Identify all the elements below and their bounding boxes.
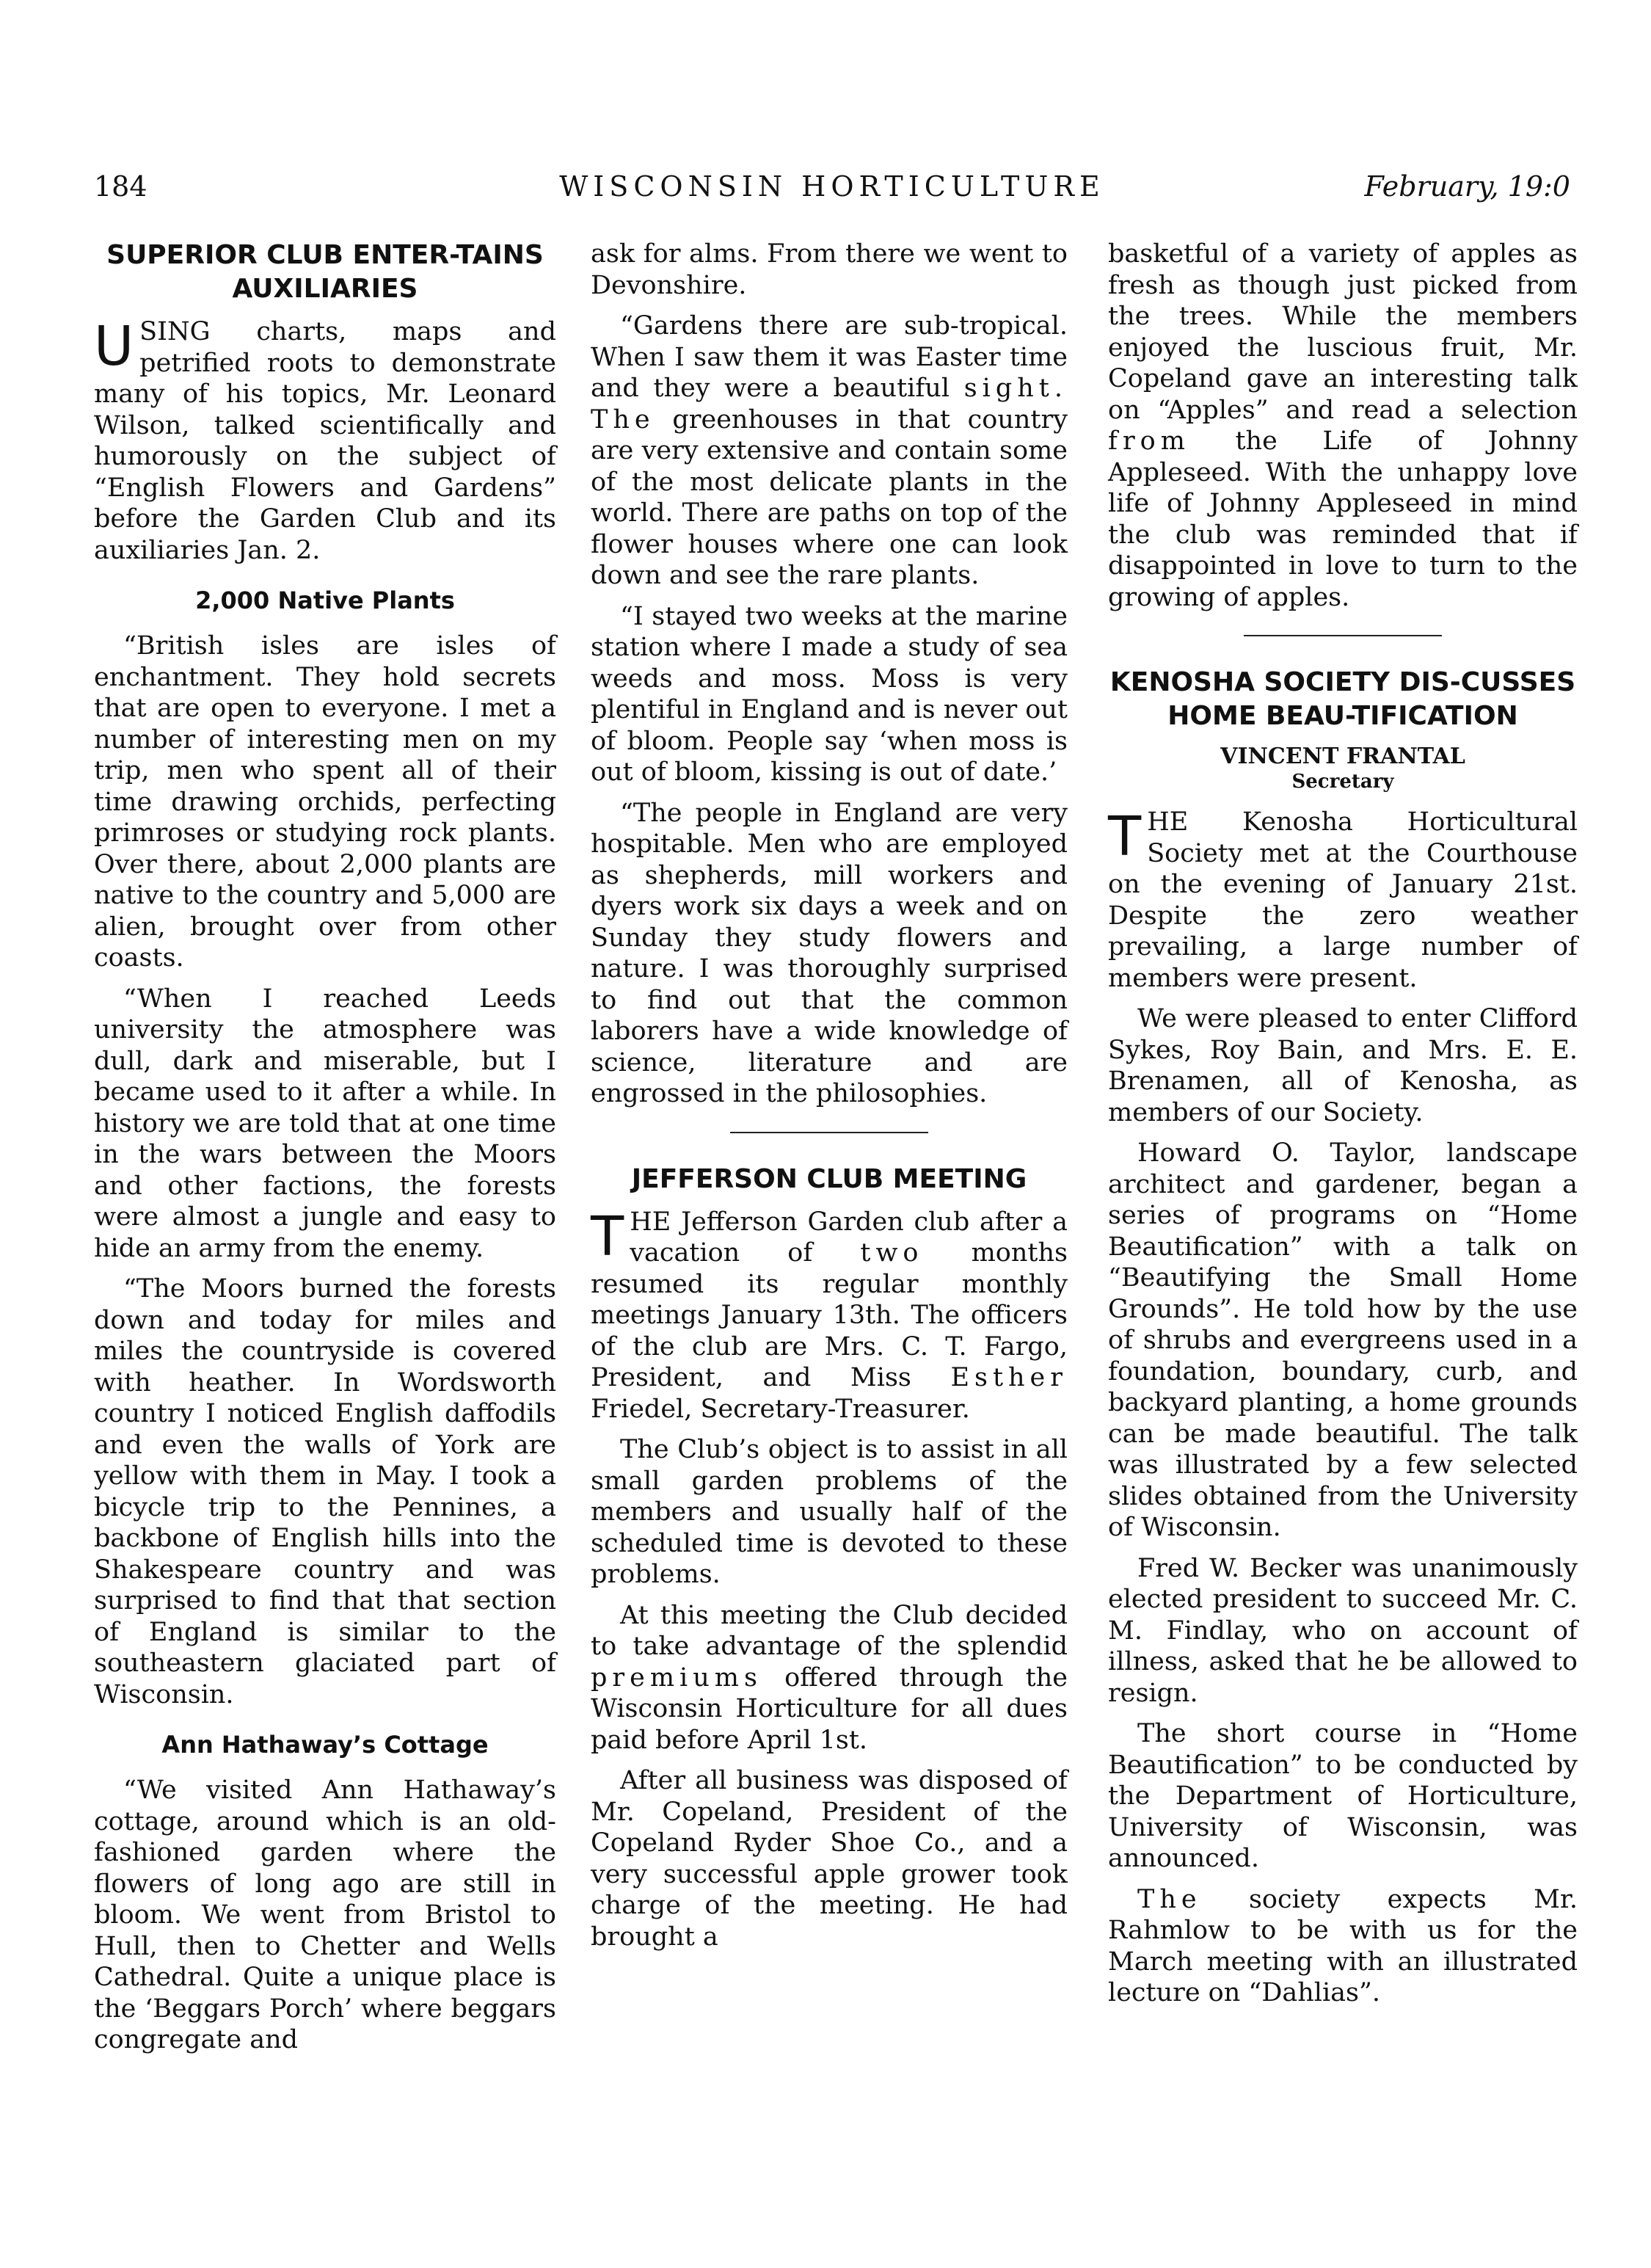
superior-headline: SUPERIOR CLUB ENTER-TAINS AUXILIARIES xyxy=(106,240,544,304)
spaced-word: premiums xyxy=(591,1662,762,1693)
jefferson-paragraph-2: The Club’s object is to assist in all small garden problems of the members and usually half of the scheduled time is devoted to these problems. xyxy=(591,1435,1068,1589)
drop-cap: U xyxy=(94,315,134,378)
column-1 xyxy=(94,239,556,2065)
spaced-word: The xyxy=(591,404,655,435)
subhead-hathaway-cottage: Ann Hathaway’s Cottage xyxy=(161,1731,489,1759)
kenosha-paragraph-2: We were pleased to enter Clifford Sykes, Roy Bain, and Mrs. E. E. Brenamen, all of Kenosha, as members of our Society. xyxy=(1108,1004,1578,1127)
column-2 xyxy=(591,239,1068,1962)
superior-paragraph-7-text-b: greenhouses in that country are very extensive and contain some of the most delicate plants in the world. There are paths on top of the flower houses where one can look down and see the rare plants. xyxy=(591,404,1068,590)
drop-cap: T xyxy=(591,1204,624,1268)
superior-paragraph-6: ask for alms. From there we went to Devonshire. xyxy=(591,239,1068,300)
jefferson-paragraph-5-text-a: basketful of a variety of apples as fresh as though just picked from the trees. While the members enjoyed the luscious fruit, Mr. Copeland gave an interesting talk on “Apples” and read a selection xyxy=(1108,239,1578,425)
superior-paragraph-7-text-a: “Gardens there are sub-tropical. When I saw them it was Easter time and they were a beautiful xyxy=(591,311,1068,403)
kenosha-paragraph-6-text: society expects Mr. Rahmlow to be with us for the March meeting with an illustrated lecture on “Dahlias”. xyxy=(1108,1884,1578,2007)
superior-paragraph-9: “The people in England are very hospitable. Men who are employed as shepherds, mill workers and dyers work six days a week and on Sunday they study flowers and nature. I was thoroughly surprised to find out that the common laborers have a wide knowledge of science, literature and are engrossed in the philosophies. xyxy=(591,798,1068,1108)
kenosha-author-role: Secretary xyxy=(1291,771,1394,793)
spaced-word: The xyxy=(1137,1884,1202,1914)
superior-paragraph-3: “When I reached Leeds university the atmosphere was dull, dark and miserable, but I became used to it after a while. In history we are told that at one time in the wars between the Moors and other factions, the forests were almost a jungle and easy to hide an army from the enemy. xyxy=(94,984,556,1263)
spaced-word: two xyxy=(860,1238,924,1268)
journal-title: WISCONSIN HORTICULTURE xyxy=(559,170,1105,203)
kenosha-paragraph-3: Howard O. Taylor, landscape architect and gardener, began a series of programs on “Home Beautification” with a talk on “Beautifying the Small Home Grounds”. He told how by the use of shrubs and evergreens used in a foundation, boundary, curb, and backyard planting, a home grounds can be made beautiful. The talk was illustrated by a few selected slides obtained from the University of Wisconsin. xyxy=(1108,1138,1578,1542)
drop-cap: T xyxy=(1108,805,1142,868)
kenosha-headline: KENOSHA SOCIETY DIS-CUSSES HOME BEAU-TIFICATION xyxy=(1109,667,1576,731)
spaced-word: from xyxy=(1108,426,1190,456)
kenosha-paragraph-6 xyxy=(1108,1884,1578,2009)
spaced-word: Esther xyxy=(950,1363,1068,1392)
jefferson-paragraph-1-text-b: months resumed its regular monthly meetings January 13th. The officers of the club are Mrs. C. T. Fargo, President, and Miss xyxy=(591,1238,1068,1392)
running-head xyxy=(94,170,1570,214)
jefferson-paragraph-1-text-a: HE Jefferson Garden club after a vacation of xyxy=(630,1207,1068,1268)
kenosha-paragraph-4: Fred W. Becker was unanimously elected president to succeed Mr. C. M. Findlay, who on account of illness, asked that he be allowed to resign. xyxy=(1108,1553,1578,1708)
jefferson-paragraph-3-text-a: At this meeting the Club decided to take advantage of the splendid xyxy=(591,1600,1068,1661)
jefferson-paragraph-1 xyxy=(591,1204,1068,1425)
superior-paragraph-8: “I stayed two weeks at the marine station where I made a study of sea weeds and moss. Moss is very plentiful in England and is never out of bloom. People say ‘when moss is out of bloom, kissing is out of date.’ xyxy=(591,601,1068,787)
kenosha-paragraph-1-text: HE Kenosha Horticultural Society met at the Courthouse on the evening of January 21st. Despite the zero weather prevailing, a large number of members were present. xyxy=(1108,807,1578,993)
jefferson-paragraph-3 xyxy=(591,1600,1068,1756)
kenosha-paragraph-1 xyxy=(1108,807,1578,994)
issue-date: February, 19:0 xyxy=(1364,170,1570,203)
kenosha-author: VINCENT FRANTAL xyxy=(1220,744,1465,769)
column-3 xyxy=(1108,239,1578,2018)
jefferson-paragraph-1-text-c: Friedel, Secretary-Treasurer. xyxy=(591,1394,970,1424)
jefferson-paragraph-5 xyxy=(1108,239,1578,613)
jefferson-paragraph-3-text-b: offered through the Wisconsin Horticulture for all dues paid before April 1st. xyxy=(591,1662,1068,1755)
superior-paragraph-4: “The Moors burned the forests down and today for miles and miles the countryside is covered with heather. In Wordsworth country I noticed English daffodils and even the walls of York are yellow with them in May. I took a bicycle trip to the Pennines, a backbone of English hills into the Shakespeare country and was surprised to find that that section of England is similar to the southeastern glaciated part of Wisconsin. xyxy=(94,1274,556,1709)
spaced-word: sight. xyxy=(963,374,1068,403)
superior-paragraph-7 xyxy=(591,310,1068,592)
superior-paragraph-5: “We visited Ann Hathaway’s cottage, around which is an old-fashioned garden where the flowers of long ago are still in bloom. We went from Bristol to Hull, then to Chetter and Wells Cathedral. Quite a unique place is the ‘Beggars Porch’ where beggars congregate and xyxy=(94,1775,556,2054)
page-number: 184 xyxy=(94,170,147,203)
superior-paragraph-1 xyxy=(94,316,556,566)
superior-paragraph-1-text: SING charts, maps and petrified roots to demonstrate many of his topics, Mr. Leonard Wilson, talked scientifically and humorously on the subject of “English Flowers and Gardens” before the Garden Club and its auxiliaries Jan. 2. xyxy=(94,317,556,565)
section-divider xyxy=(730,1132,928,1133)
section-divider xyxy=(1244,635,1442,636)
jefferson-paragraph-4: After all business was disposed of Mr. Copeland, President of the Copeland Ryder Shoe Co., and a very successful apple grower took charge of the meeting. He had brought a xyxy=(591,1766,1068,1952)
jefferson-paragraph-5-text-b: the Life of Johnny Appleseed. With the unhappy love life of Johnny Appleseed in mind the club was reminded that if disappointed in love to turn to the growing of apples. xyxy=(1108,426,1578,612)
superior-paragraph-2: “British isles are isles of enchantment. They hold secrets that are open to everyone. I met a number of interesting men on my trip, men who spent all of their time drawing orchids, perfecting primroses or studying rock plants. Over there, about 2,000 plants are native to the country and 5,000 are alien, brought over from other coasts. xyxy=(94,631,556,973)
kenosha-paragraph-5: The short course in “Home Beautification” to be conducted by the Department of Horticulture, University of Wisconsin, was announced. xyxy=(1108,1719,1578,1873)
jefferson-headline: JEFFERSON CLUB MEETING xyxy=(631,1163,1027,1194)
subhead-native-plants: 2,000 Native Plants xyxy=(195,586,455,614)
